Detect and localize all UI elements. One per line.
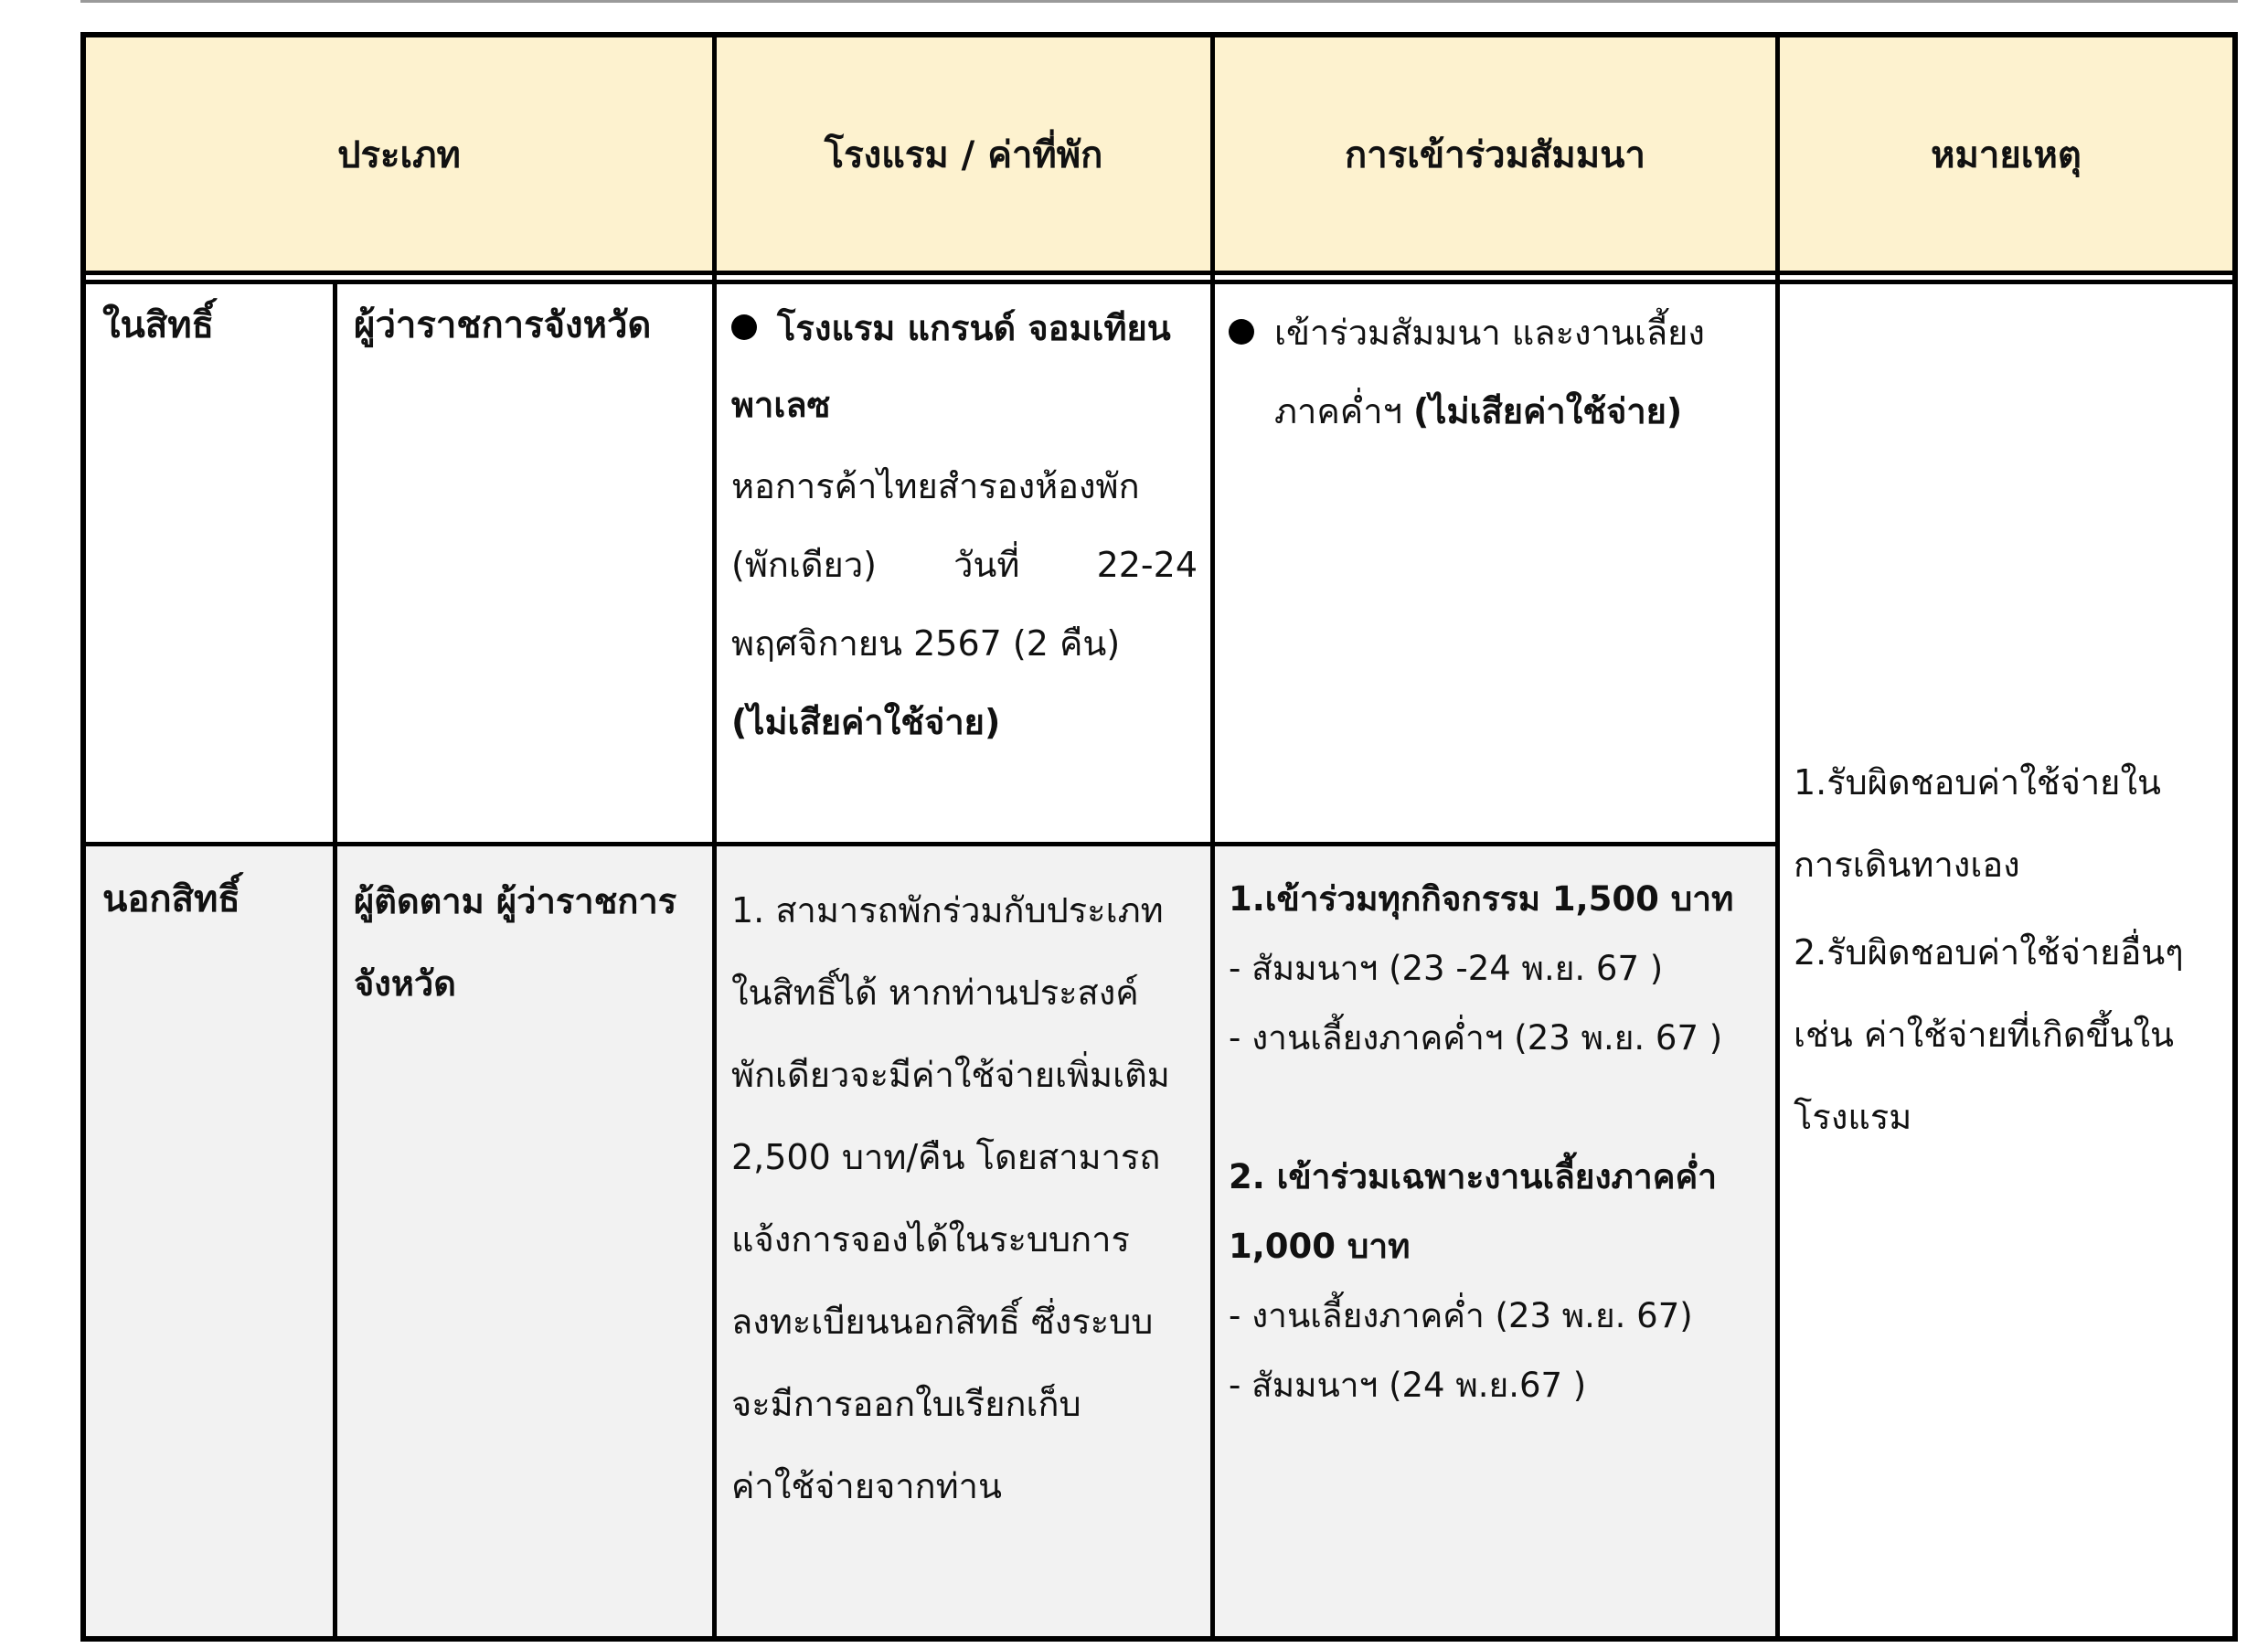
row2-hotel-line1: 1. สามารถพักร่วมกับประเภท bbox=[731, 890, 1164, 930]
row2-seminar-opt2-item2: - สัมมนาฯ (24 พ.ย.67 ) bbox=[1229, 1366, 1587, 1405]
header-note bbox=[1780, 37, 2232, 271]
row2-hotel-line3: พักเดียวจะมีค่าใช้จ่ายเพิ่มเติม bbox=[731, 1055, 1170, 1095]
col-divider-2 bbox=[712, 37, 717, 1636]
row1-category bbox=[102, 286, 322, 377]
note-line3: 2.รับผิดชอบค่าใช้จ่ายอื่นๆ bbox=[1794, 932, 2184, 973]
row2-seminar bbox=[1229, 865, 1770, 1614]
row2-hotel-line2: ในสิทธิ์ได้ หากท่านประสงค์ bbox=[731, 973, 1139, 1013]
row-divider bbox=[86, 842, 1775, 846]
row2-seminar-opt2-title-line1: 2. เข้าร่วมเฉพาะงานเลี้ยงภาคค่ำ bbox=[1229, 1157, 1717, 1196]
row1-seminar-line2 bbox=[1229, 372, 1768, 451]
row1-hotel-title-line2: พาเลซ bbox=[731, 385, 831, 425]
row2-seminar-opt1-title: 1.เข้าร่วมทุกกิจกรรม 1,500 บาท bbox=[1229, 879, 1734, 919]
row1-hotel bbox=[731, 293, 1198, 842]
header-seminar bbox=[1215, 37, 1775, 271]
row2-hotel-line7: จะมีการออกใบเรียกเก็บ bbox=[731, 1384, 1081, 1424]
row1-hotel-line3: พฤศจิกายน 2567 (2 คืน) bbox=[731, 623, 1121, 664]
bullet-icon bbox=[1229, 319, 1254, 345]
header-divider-top bbox=[86, 271, 2232, 275]
col-divider-1 bbox=[333, 280, 337, 1636]
row2-role bbox=[354, 860, 706, 1043]
header-divider-bottom bbox=[86, 280, 2232, 284]
header-hotel-label: โรงแรม / ค่าที่พัก bbox=[824, 133, 1103, 176]
row1-hotel-line1: หอการค้าไทยสำรองห้องพัก bbox=[731, 466, 1140, 506]
row1-seminar-line1-text: เข้าร่วมสัมมนา และงานเลี้ยง bbox=[1274, 313, 1705, 353]
header-seminar-label: การเข้าร่วมสัมมนา bbox=[1345, 133, 1645, 176]
row2-role-line1: ผู้ติดตาม ผู้ว่าราชการ bbox=[354, 881, 677, 921]
row2-hotel-line8: ค่าใช้จ่ายจากท่าน bbox=[731, 1466, 1002, 1506]
row2-seminar-opt1-item2: - งานเลี้ยงภาคค่ำฯ (23 พ.ย. 67 ) bbox=[1229, 1018, 1723, 1058]
top-rule bbox=[80, 0, 2238, 3]
registration-table bbox=[80, 32, 2238, 1642]
row1-seminar-line2-normal: ภาคค่ำฯ bbox=[1274, 391, 1413, 431]
row2-seminar-spacer bbox=[1229, 1073, 1770, 1143]
header-type-label: ประเภท bbox=[337, 133, 461, 176]
col-divider-3 bbox=[1210, 37, 1215, 1636]
row2-role-line2: จังหวัด bbox=[354, 963, 456, 1004]
row1-role bbox=[354, 286, 701, 377]
note-line2: การเดินทางเอง bbox=[1794, 845, 2020, 885]
row2-hotel-line5: แจ้งการจองได้ในระบบการ bbox=[731, 1219, 1130, 1260]
row1-hotel-line2: (พักเดียว) วันที่ 22-24 bbox=[731, 545, 1198, 585]
row2-seminar-opt1-item1: - สัมมนาฯ (23 -24 พ.ย. 67 ) bbox=[1229, 949, 1664, 988]
note-cell bbox=[1794, 741, 2228, 1198]
row1-seminar-line2-bold: (ไม่เสียค่าใช้จ่าย) bbox=[1412, 391, 1683, 431]
row1-role-label: ผู้ว่าราชการจังหวัด bbox=[354, 304, 652, 346]
row1-hotel-line4: (ไม่เสียค่าใช้จ่าย) bbox=[731, 702, 1001, 742]
row1-hotel-title-line1 bbox=[731, 293, 1198, 363]
bullet-icon bbox=[731, 314, 757, 340]
row1-seminar-line1 bbox=[1229, 293, 1768, 372]
note-line5: โรงแรม bbox=[1794, 1097, 1912, 1137]
row1-category-label: ในสิทธิ์ bbox=[102, 304, 215, 346]
row2-hotel-line4: 2,500 บาท/คืน โดยสามารถ bbox=[731, 1137, 1161, 1177]
row2-seminar-opt2-title-line2: 1,000 บาท bbox=[1229, 1227, 1411, 1266]
row2-hotel-line6: ลงทะเบียนนอกสิทธิ์ ซึ่งระบบ bbox=[731, 1302, 1154, 1342]
header-hotel bbox=[717, 37, 1210, 271]
row2-hotel bbox=[731, 869, 1199, 1619]
note-line4: เช่น ค่าใช้จ่ายที่เกิดขึ้นใน bbox=[1794, 1015, 2175, 1055]
col-divider-4 bbox=[1775, 37, 1780, 1636]
row2-category-label: นอกสิทธิ์ bbox=[102, 878, 240, 920]
row2-seminar-opt2-item1: - งานเลี้ยงภาคค่ำ (23 พ.ย. 67) bbox=[1229, 1296, 1693, 1335]
header-note-label: หมายเหตุ bbox=[1931, 133, 2082, 176]
row2-category bbox=[102, 860, 322, 952]
header-type bbox=[86, 37, 712, 271]
row1-hotel-title-text: โรงแรม แกรนด์ จอมเทียน bbox=[777, 308, 1171, 348]
row1-seminar bbox=[1229, 293, 1768, 494]
note-line1: 1.รับผิดชอบค่าใช้จ่ายใน bbox=[1794, 762, 2161, 803]
